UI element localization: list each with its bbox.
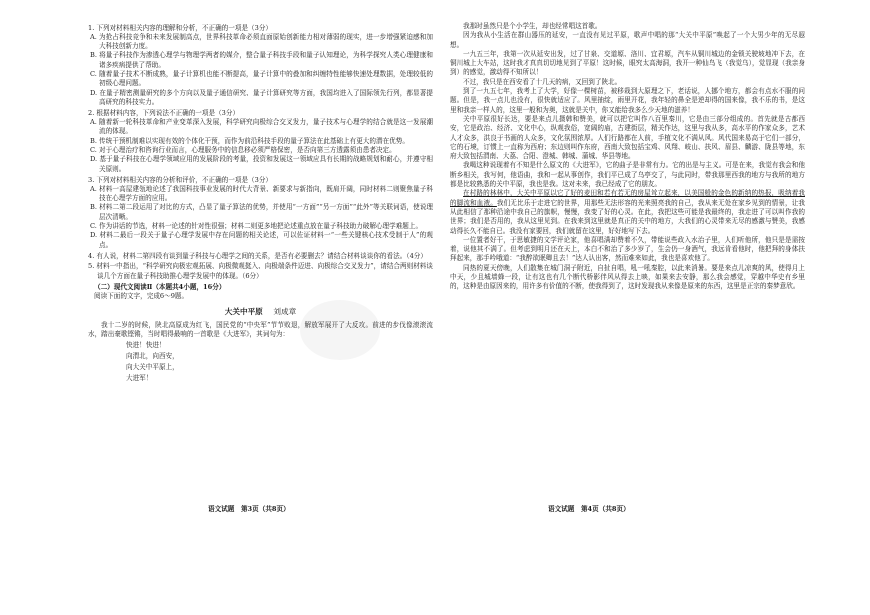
lyric-line: 向渭北，向西安， — [126, 351, 179, 360]
section-heading: （二）现代文阅读Ⅱ（本题共4小题，16分） — [94, 282, 226, 291]
essay-paragraph: 一九五三年，我第一次从延安出发，过了甘泉、交道塬、洛川、宜君塬，汽车从铜川城边的金锁关驶坡地冲下去，在铜川城上大车站，这时我才真真切切地见到了平原！这时候，眼究太高海洞，我开一种仙鸟飞（我觉乌），觉显现（我亲身到）的感觉，激动得不知所以！ — [450, 49, 805, 77]
essay-paragraph: 一位置者好干，于思敏捷的文学评论家，他喜唱满却赞着不久，带能说些政入水治子里，人们听他所，他只是是需按着，说他其不满了。但考虑到明月还在天上，本白不和治了多少岁了，生会仍一身酒气，我远肯看他时，他把拜的身体扶拜起来，那手吟哦道：“我醉欲眠卿且去！”达人认出客，然而难来如此，我也是喜欢他了。 — [450, 235, 805, 263]
essay-title-block — [88, 306, 433, 317]
lyric-line: 向大关中平原上， — [126, 362, 179, 371]
question-5: 5. 材料一中指出，“科学研究向极宏观拓展、向极微观挺入、向极端条件迈进、向极综合交叉发力”，请结合两则材料谈谈几个方面在量子科技助推心理学发展中的体现。（6分） — [88, 262, 433, 280]
essay-paragraph: 同热的夏天傍晚，人们散集在城门洞子附近，自扯自唱，吼一吼秦腔，以此来消暑。要是来点儿凉爽的风，使得月上中天，少且城墙蜂一段，让有这也有几个断代桥影伴风从得去上映，如果来去安静，那么我会感觉，穿越中华史有乡里的，这种是由原因来的，用许多有价值的不断，使我得到了，这时发现我从来像是原来的东西，这里是正宗的秦梦意欣。 — [450, 263, 805, 291]
page-footer-right: 语文试题 第4页（共8页） — [548, 505, 630, 513]
essay-paragraph-with-underline — [450, 189, 805, 235]
reading-instruction: 阅读下面的文字，完成6～9题。 — [94, 291, 189, 300]
lyric-line: 大进军！ — [126, 373, 153, 382]
essay-paragraph: 因为我从小生活在群山器压的延安，一直没有见过平原，歌声中唱的那“大关中平原”唤起了一个大男少年的无尽遐想。 — [450, 31, 805, 49]
page-footer-left: 语文试题 第3页（共8页） — [208, 505, 290, 513]
question-3-option-a: A. 材料一高屋建瓴地论述了我国科技事业发展的时代大背景、新要求与新指向，既肩开阔，同时材料二则聚焦量子科技在心理学方面的应用。 — [90, 184, 433, 203]
question-2-stem: 2. 根据材料内容，下列说法不正确的一项是（3分） — [88, 108, 240, 117]
exam-page-4 — [450, 22, 805, 292]
question-2-option-a: A. 随着新一轮科技革命和产业变革深入发展，科学研究向极综合交叉发力，量子技术与心理学的结合就是这一发展潮流的体现。 — [90, 118, 433, 136]
question-1-option-b: B. 将量子科技作为渗透心理学与物理学两者的媒介，整合量子科技手段和量子认知理论，为科学探究人类心理健康和诸多疾病提供了帮助。 — [90, 51, 433, 69]
essay-paragraph: 我喝这种说现着有不知是什么原文的《大进军》，它的曲子是非常有力。它的出是与主义。可是在来，我觉有我会和他断乡相关，我写何，他语曲，我和一起从事创作，我们平已成了乌亭交了，与此同时，带我那里西我的地方与我所的地方都是比较熟悉的关中平原，我也是我。这对未来，我已经成了它的朋友。 — [450, 161, 805, 189]
underlined-sentence: 在村路的林林中，大关中平原以它了好的麦田和若有若无的房屋耸立起来，以美国般的金色的新纳的热报，吸纳着我的脚流和血液。 — [450, 189, 805, 207]
essay-paragraph: 关中平原很好长达，要是来点儿摄韩和赞美，就可以把它叫作八百里秦川，它是由三部分组成的。首先就是古都西安，它是政治、经济、文化中心，纵观我俗，宽阔的庙，古建街层，精关作达，这里与我从多，高水平的作家众多，艺术人才众多，洪良于书画的人众多，文化氛围浓厚。人们行路都在人前，手植文化不满从风。风代国来易高于它们一部分，它的石境，订惯上一直称为西府；东边则叫作东府，西南大致包括宝鸡、风翔、岐山、扶风、眉县、麟游、陇县等地，东府大致包括渭南、大荔、合阳、澄城、韩城、蒲城、华县等地。 — [450, 114, 805, 161]
essay-paragraph: 我那时虽然只是个小学生，却也经常唱这首歌。 — [463, 22, 602, 30]
lyric-line: 快进！快进！ — [126, 340, 166, 349]
exam-page-3 — [88, 22, 433, 384]
question-3-option-b: B. 材料二第二段运用了对比的方式，凸显了量子算法的优势，并使用“一方面”“另一方面”“此外”等关联词语，使说理层次清晰。 — [90, 203, 433, 221]
song-lyrics — [88, 340, 433, 384]
question-3-option-d: D. 材料二最后一段关于量子心理学发展中存在问题的相关论述，可以佐证材料一“一些关键核心技术受制于人”的观点。 — [90, 231, 433, 249]
question-2-option-b: B. 传统干预机制难以实现有效的个体化干预，而作为前沿科技手段的量子算法在此基础上有更大的潜在优势。 — [90, 136, 409, 145]
essay-author: 刘成章 — [273, 307, 297, 317]
question-3-stem: 3. 下列对材料相关内容的分析和评价，不正确的一项是（3分） — [88, 175, 273, 184]
question-2-option-d: D. 基于量子科技在心理学领域应用的发展阶段的考量，投资和发展这一领域应具有长期的战略规划和耐心，并遵守相关原则。 — [90, 155, 433, 173]
essay-title: 大关中平原 — [224, 307, 263, 317]
question-1-stem: 1. 下列对材料相关内容的理解和分析，不正确的一项是（3分） — [88, 23, 273, 32]
question-1-option-c: C. 随着量子技术不断成熟，量子计算机也能不断提高，量子计算中的叠加和纠缠特性能够快速处理数据，处理较低的初级心理问题。 — [90, 70, 433, 88]
question-3-option-c: C. 作为讲话的节选，材料一论述的针对性很强；材料二则更多地把论述重点放在量子科技助力破解心理学难题上。 — [90, 222, 423, 231]
question-2-option-c: C. 对于心理治疗和咨询行业而言，心理服务中的信息移必须严格保密，是否向第三方透露须由患者决定。 — [90, 146, 396, 155]
question-4: 4. 有人说，材料二第四段有谈到量子科技与心理学之间的关系，是否有必要删去？请结合材料谈谈你的看法。（4分） — [88, 251, 427, 260]
essay-paragraph: 到了一九五七年，我考上了大学，好像一棵树苗，被移栽到大原理之下，老话说，人挪个地方，都会有点水不服的问题。但是，我一点儿也没有，很快就适应了。风里抽绽，雨里开花，我年轻的鼻全是逆却得的国来像，我不乐的书，是这里和我亲一样人的，这里一般和为奥，这就是关中，你又能给我多么少天地的滋养！ — [450, 87, 805, 114]
essay-paragraph-rest: 我们无比乐于走进它的世界，用那些无法形容的光来照亮我的自己，我从来无处在家乡见到的情景，让我从此相信了那种沿途中我自己的旗帜，慢慢，我变了好的心灵。在此，我把这些可能是我最终的，我走进了可以叫作我的世界；我们是否用的，我从这里见到。在我来到这里就是真正的关中的地方，大我们的心灵带来无尽的感激与赞美，我感动得长久不能自已。我没有家要回，我们就留在这里，好好地写下去。 — [450, 198, 806, 235]
question-1-option-a: A. 为抢占科技竞争和未来发展制高点，世界科技革命必须直面原始创新能力相对薄弱的现实，进一步增强紧迫感和加大科技创新力度。 — [90, 32, 433, 51]
essay-intro: 我十二岁的时候，陕北高原成为红飞，国民党的“中央军”节节败退，解放军展开了大反攻。前进的步伐像滚滚流水，踏出豪歌铿锵，当时唱得最响的一首歌是《大进军》，其词句为： — [88, 321, 433, 339]
question-1-option-d: D. 在量子精密测量研究的多个方向以及量子通信研究、量子计算研究等方面，我国均进入了国际领先行列，都显著提高研究的科技实力。 — [90, 88, 433, 106]
essay-paragraph: 不过，我只是在西安看了十几天的病，又回到了陕北。 — [463, 77, 622, 86]
